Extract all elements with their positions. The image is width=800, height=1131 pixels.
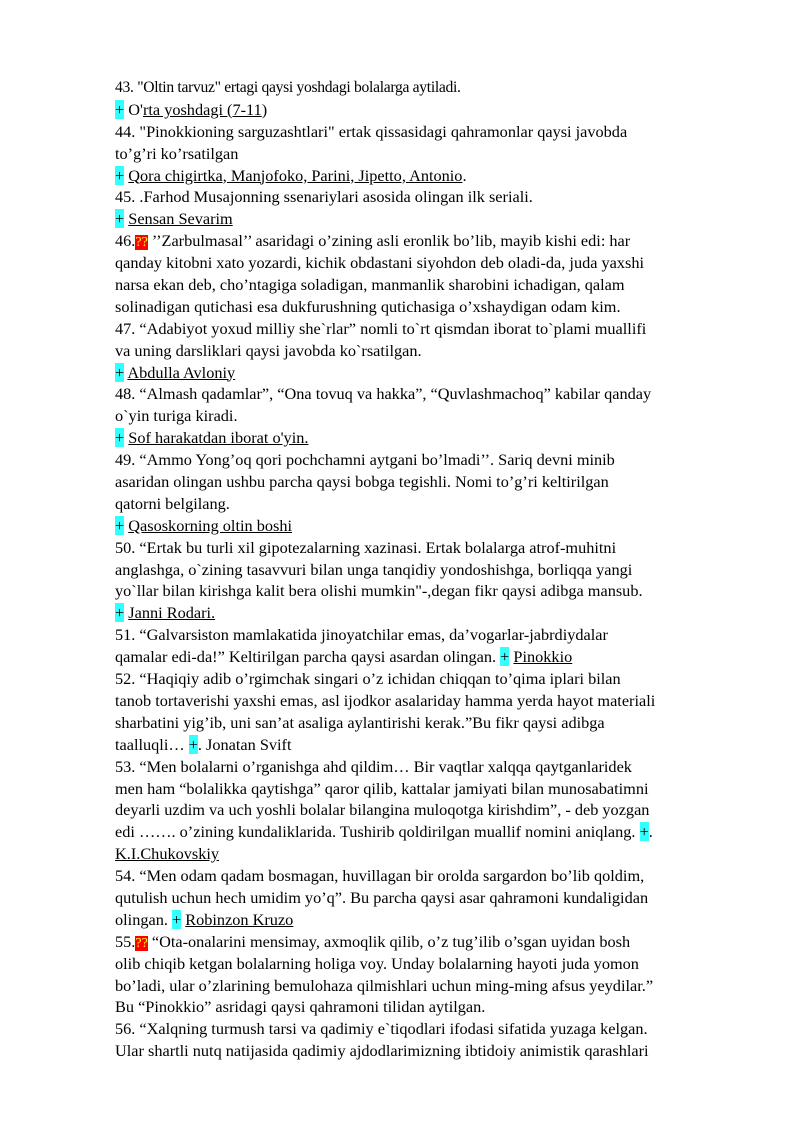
text-line xyxy=(115,340,775,362)
text-run: 53. “Men bolalarni o’rganishga ahd qildim… Bir vaqtlar xalqqa qaytganlaridek xyxy=(115,756,632,776)
text-line xyxy=(115,624,775,646)
answer-text: Sensan Sevarim xyxy=(128,209,233,229)
text-line xyxy=(115,778,775,800)
text-line xyxy=(115,362,775,384)
text-line xyxy=(115,843,775,865)
text-run: 49. “Ammo Yong’oq qori pochchamni aytgani bo’lmadi’’. Sariq devni minib xyxy=(115,450,615,470)
answer-marker: + xyxy=(115,99,125,119)
text-line xyxy=(115,821,775,843)
text-line xyxy=(115,318,775,340)
answer-text: Abdulla Avloniy xyxy=(127,362,236,382)
document-body xyxy=(115,77,775,1062)
text-run: 45. .Farhod Musajonning ssenariylari asosida olingan ilk seriali. xyxy=(115,187,533,207)
text-run: 52. “Haqiqiy adib o’rgimchak singari o’z ichidan chiqqan to’qima iplari bilan xyxy=(115,669,621,689)
text-run: Ular shartli nutq natijasida qadimiy ajdodlarimizning ibtidoiy animistik qarashlari xyxy=(115,1041,649,1061)
answer-marker: + xyxy=(639,822,649,842)
text-line xyxy=(115,1018,775,1040)
text-line xyxy=(115,712,775,734)
text-run: 56. “Xalqning turmush tarsi va qadimiy e`tiqodlari ifodasi sifatida yuzaga kelgan. xyxy=(115,1019,648,1039)
text-run: asaridan olingan ushbu parcha qaysi bobga tegishli. Nomi to’g’ri keltirilgan xyxy=(115,472,609,492)
text-run: bo’ladi, ular o’zlarining bemulohaza qilmishlari uchun ming-ming afsus yeydilar.” xyxy=(115,975,654,995)
text-line xyxy=(115,471,775,493)
answer-text: Pinokkio xyxy=(513,647,573,667)
text-run: o`yin turiga kiradi. xyxy=(115,406,238,426)
text-line xyxy=(115,602,775,624)
text-run: qanday kitobni xato yozardi, kichik obdastani siyohdon deb oladi-da, juda yaxshi xyxy=(115,253,645,273)
text-run: 55. xyxy=(115,931,136,951)
text-run: qamalar edi-da!” Keltirilgan parcha qaysi asardan olingan. xyxy=(115,647,501,667)
text-line xyxy=(115,427,775,449)
text-run: 43. "Oltin tarvuz" ertagi qaysi yoshdagi bolalarga aytiladi. xyxy=(115,79,461,96)
text-line xyxy=(115,449,775,471)
text-line xyxy=(115,383,775,405)
answer-marker: + xyxy=(171,909,182,929)
text-run: 47. “Adabiyot yoxud milliy she`rlar” nomli to`rt qismdan iborat to`plami muallifi xyxy=(115,318,647,338)
text-run: men ham “bolalikka qaytishga” qaror qilib, kattalar jamiyati bilan munosabatimni xyxy=(115,778,649,798)
text-run: 50. “Ertak bu turli xil gipotezalarning xazinasi. Ertak bolalarga atrof-muhitni xyxy=(115,537,617,557)
answer-text: rta yoshdagi (7-11 xyxy=(142,99,262,119)
text-run: “Ota-onalarini mensimay, axmoqlik qilib, o’z tug’ilib o’sgan uyidan bosh xyxy=(147,931,631,951)
text-line xyxy=(115,953,775,975)
text-line xyxy=(115,975,775,997)
text-line xyxy=(115,493,775,515)
text-run: edi ……. o’zining kundaliklarida. Tushirib qoldirilgan muallif nomini aniqlang. xyxy=(115,822,640,842)
text-run: 54. “Men odam qadam bosmagan, huvillagan bir orolda sargardon bo’lib qoldim, xyxy=(115,866,645,886)
text-run: anglashga, o`zining tasavvuri bilan unga tanqidiy yondoshishga, borliqqa yangi xyxy=(115,559,633,579)
text-line xyxy=(115,405,775,427)
text-run: deyarli uzdim va uch yoshli bolalar bilangina muloqotga kirishdim”, - deb yozgan xyxy=(115,800,650,820)
answer-marker: + xyxy=(115,209,125,229)
answer-marker: + xyxy=(115,165,125,185)
text-run: narsa ekan deb, cho’ntagiga soladigan, manmanlik sharobini ichadigan, qalam xyxy=(115,275,625,295)
text-line xyxy=(115,252,775,274)
text-line xyxy=(115,537,775,559)
text-line xyxy=(115,756,775,778)
text-line xyxy=(115,186,775,208)
text-line xyxy=(115,996,775,1018)
answer-text: K.I.Chukovskiy xyxy=(115,844,220,864)
unknown-marker: ?? xyxy=(135,235,148,251)
text-line xyxy=(115,646,775,668)
text-run: . xyxy=(648,822,653,842)
text-line xyxy=(115,559,775,581)
answer-marker: + xyxy=(115,515,125,535)
text-line xyxy=(115,580,775,602)
text-run: Bu “Pinokkio” asridagi qaysi qahramoni tilidan aytilgan. xyxy=(115,997,486,1017)
text-run: ’’Zarbulmasal’’ asaridagi o’zining asli eronlik bo’lib, mayib kishi edi: har xyxy=(147,231,631,251)
answer-text: Sof harakatdan iborat o'yin. xyxy=(128,428,309,448)
text-line xyxy=(115,296,775,318)
text-line xyxy=(115,734,775,756)
text-line xyxy=(115,931,775,953)
answer-marker: + xyxy=(115,362,125,382)
text-run: qatorni belgilang. xyxy=(115,493,230,513)
text-line xyxy=(115,143,775,165)
text-run: 46. xyxy=(115,231,136,251)
text-line xyxy=(115,515,775,537)
text-run: O' xyxy=(124,99,143,119)
text-line xyxy=(115,165,775,187)
answer-text: Qora chigirtka, Manjofoko, Parini, Jipetto, Antonio xyxy=(128,165,463,185)
text-line xyxy=(115,274,775,296)
text-run: solinadigan qutichasi esa dukfurushning qutichasiga o’xshaydigan odam kim. xyxy=(115,296,621,316)
text-line xyxy=(115,909,775,931)
text-run: . Jonatan Svift xyxy=(197,734,292,754)
text-line xyxy=(115,865,775,887)
text-run: olib chiqib ketgan bolalarning holiga voy. Unday bolalarning hayoti juda yomon xyxy=(115,953,639,973)
text-line xyxy=(115,208,775,230)
text-line xyxy=(115,690,775,712)
text-line xyxy=(115,887,775,909)
text-line xyxy=(115,77,775,99)
text-run: ) xyxy=(261,99,268,119)
text-run: . xyxy=(462,165,467,185)
text-run: qutulish uchun hech umidim yo’q”. Bu parcha qaysi asar qahramoni kundaligidan xyxy=(115,887,649,907)
text-line xyxy=(115,230,775,252)
answer-text: Janni Rodari. xyxy=(128,603,216,623)
text-run: to’g’ri ko’rsatilgan xyxy=(115,143,239,163)
text-run: 51. “Galvarsiston mamlakatida jinoyatchilar emas, da’vogarlar-jabrdiydalar xyxy=(115,625,608,645)
answer-text: Robinzon Kruzo xyxy=(185,909,294,929)
text-run: 44. "Pinokkioning sarguzashtlari" ertak qissasidagi qahramonlar qaysi javobda xyxy=(115,121,628,141)
answer-marker: + xyxy=(115,428,125,448)
unknown-marker: ?? xyxy=(135,935,148,951)
text-run: sharbatini yig’ib, uni san’at asaliga aylantirishi kerak.”Bu fikr qaysi adibga xyxy=(115,712,605,732)
answer-marker: + xyxy=(188,734,198,754)
answer-marker: + xyxy=(500,647,510,667)
text-run: yo`llar bilan kirishga kalit bera olishi mumkin"-,degan fikr qaysi adibga mansub. xyxy=(115,581,643,601)
answer-marker: + xyxy=(115,603,125,623)
text-run: olingan. xyxy=(115,909,172,929)
text-run: 48. “Almash qadamlar”, “Ona tovuq va hakka”, “Quvlashmachoq” kabilar qanday xyxy=(115,384,652,404)
text-run: tanob tortaverishi yaxshi emas, asl ijodkor asalariday hamma yerda hayot materiali xyxy=(115,690,656,710)
text-line xyxy=(115,1040,775,1062)
text-line xyxy=(115,121,775,143)
text-line xyxy=(115,799,775,821)
text-line xyxy=(115,99,775,121)
answer-text: Qasoskorning oltin boshi xyxy=(128,515,292,535)
text-run: va uning darsliklari qaysi javobda ko`rsatilgan. xyxy=(115,340,422,360)
text-run: taalluqli… xyxy=(115,734,189,754)
text-line xyxy=(115,668,775,690)
